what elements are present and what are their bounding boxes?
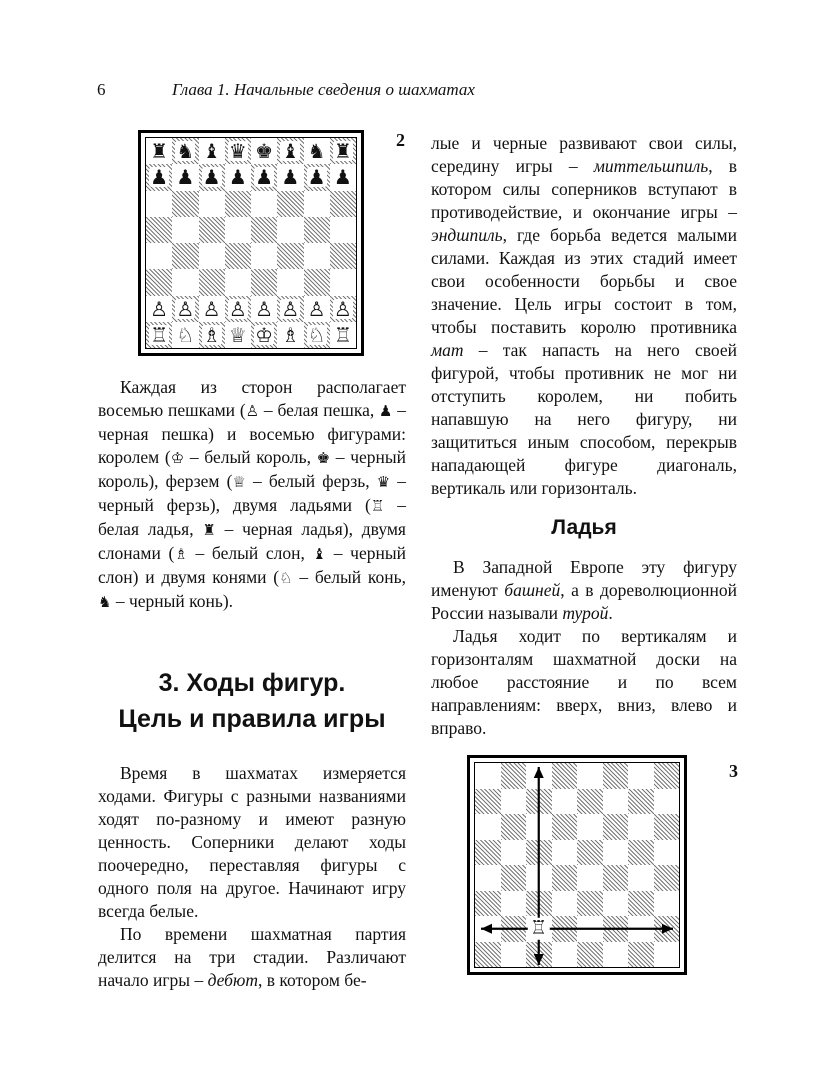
rook-move-arrows xyxy=(475,763,679,967)
chess-piece-icon: ♘ xyxy=(307,322,326,347)
board-square xyxy=(330,243,356,269)
text: – черная пешка) и восемью фигурами: королем ( xyxy=(98,400,407,467)
text: – белый король, xyxy=(184,447,317,467)
chess-piece-icon: ♕ xyxy=(228,322,247,347)
text: , где борьба ведется малыми силами. Каждая из этих стадий имеет свои особенности борьбы и свое значение. Цель игры состоит в том, чтобы поставить королю противника xyxy=(431,225,737,337)
text: По времени шахматная партия делится на три стадии. Различают начало игры – xyxy=(98,924,406,990)
board-square xyxy=(199,296,225,322)
board-square xyxy=(304,243,330,269)
white-knight-icon: ♘ xyxy=(279,569,293,587)
term-tura: турой xyxy=(562,603,609,623)
game-stages-text xyxy=(431,132,737,500)
board-square xyxy=(304,138,330,164)
board-square xyxy=(225,243,251,269)
board-square xyxy=(225,269,251,295)
text: В Западной Европе эту фигуру именуют xyxy=(431,557,737,600)
text: , а в дореволюционной России называли xyxy=(431,580,737,623)
pieces-description xyxy=(98,376,406,614)
board-square xyxy=(330,217,356,243)
board-square xyxy=(330,138,356,164)
chess-piece-icon: ♖ xyxy=(150,322,169,347)
black-knight-icon: ♞ xyxy=(98,593,112,611)
board-square xyxy=(199,243,225,269)
chess-piece-icon: ♘ xyxy=(176,322,195,347)
board-square xyxy=(172,191,198,217)
board-square xyxy=(172,269,198,295)
board-square xyxy=(251,322,277,348)
board-square xyxy=(251,164,277,190)
text: Каждая из сторон располагает восемью пешками ( xyxy=(98,377,406,420)
board-square xyxy=(225,322,251,348)
board-square xyxy=(304,217,330,243)
chess-piece-icon: ♙ xyxy=(176,296,195,321)
chess-piece-icon: ♙ xyxy=(281,296,300,321)
chess-piece-icon: ♗ xyxy=(202,322,221,347)
chessboard-initial-position xyxy=(138,130,364,356)
board-square xyxy=(330,164,356,190)
section-body xyxy=(98,762,406,992)
board-square xyxy=(172,243,198,269)
chess-piece-icon: ♞ xyxy=(307,139,326,164)
board-square xyxy=(199,138,225,164)
figure-3-number: 3 xyxy=(729,761,738,781)
paragraph: Ладья ходит по вертикалям и горизонталям шахматной доски на любое расстояние и по всем направлениям: вверх, вниз, влево и вправо. xyxy=(431,626,737,738)
board-square xyxy=(146,217,172,243)
board-square xyxy=(251,191,277,217)
black-pawn-icon: ♟ xyxy=(379,402,393,420)
board-square xyxy=(146,296,172,322)
text: – так напасть на него своей фигурой, чтобы противник не мог ни отступить королем, ни побить напавшую на него фигуру, ни защититься иным способом, перекрыв нападающей фигуре диагональ, вертикаль или горизонталь. xyxy=(431,340,737,498)
board-square xyxy=(199,217,225,243)
page-number: 6 xyxy=(97,80,106,99)
chess-piece-icon: ♙ xyxy=(255,296,274,321)
board-square xyxy=(277,296,303,322)
section-title xyxy=(98,665,406,737)
board-square xyxy=(225,138,251,164)
section-title-line1: 3. Ходы фигур. xyxy=(158,669,346,697)
white-rook-icon: ♖ xyxy=(530,917,548,940)
text: – черный король), ферзем ( xyxy=(98,447,406,491)
white-pawn-icon: ♙ xyxy=(245,402,260,420)
board-square xyxy=(172,296,198,322)
rook-text xyxy=(431,556,737,740)
arrow-left-head xyxy=(481,924,492,934)
black-king-icon: ♚ xyxy=(316,449,331,467)
chess-piece-icon: ♟ xyxy=(333,165,352,190)
board-square xyxy=(277,243,303,269)
board-square xyxy=(304,164,330,190)
figure-2-number: 2 xyxy=(396,130,405,150)
board-square xyxy=(172,217,198,243)
chess-piece-icon: ♝ xyxy=(202,139,221,164)
board-square xyxy=(251,269,277,295)
board-square xyxy=(277,191,303,217)
text: – черная ладья), двумя слонами ( xyxy=(98,519,406,563)
board-square xyxy=(251,138,277,164)
section-title-line2: Цель и правила игры xyxy=(118,705,386,733)
term-mate: мат xyxy=(431,340,464,360)
chess-piece-icon: ♚ xyxy=(255,139,274,164)
text: . xyxy=(608,603,613,623)
chess-piece-icon: ♙ xyxy=(228,296,247,321)
arrow-up-head xyxy=(534,767,544,778)
text: – белый конь, xyxy=(292,567,406,587)
board-square xyxy=(304,322,330,348)
board-square xyxy=(199,269,225,295)
chess-piece-icon: ♟ xyxy=(150,165,169,190)
board-square xyxy=(330,191,356,217)
board-square xyxy=(304,269,330,295)
term-tower: башней xyxy=(504,580,561,600)
white-queen-icon: ♕ xyxy=(232,473,246,491)
chess-piece-icon: ♟ xyxy=(307,165,326,190)
board-square xyxy=(277,138,303,164)
term-middlegame: миттельшпиль xyxy=(593,156,709,176)
chess-piece-icon: ♟ xyxy=(202,165,221,190)
black-bishop-icon: ♝ xyxy=(312,545,327,563)
chessboard-rook-moves xyxy=(467,755,687,975)
board-square xyxy=(225,191,251,217)
chess-piece-icon: ♟ xyxy=(228,165,247,190)
term-debut: дебют xyxy=(207,970,258,990)
chess-piece-icon: ♟ xyxy=(255,165,274,190)
chess-piece-icon: ♛ xyxy=(228,139,247,164)
board-square xyxy=(277,164,303,190)
board-square xyxy=(251,217,277,243)
board-square xyxy=(225,164,251,190)
text: – белый ферзь, xyxy=(245,471,377,491)
chess-piece-icon: ♙ xyxy=(333,296,352,321)
board-square xyxy=(277,217,303,243)
paragraph: Время в шахматах измеряется ходами. Фигуры с разными названиями ходят по-разному и имеют разную ценность. Соперники делают ходы поочередно, переставляя фигуры с одного поля на другое. Начинают игру всегда белые. xyxy=(98,763,406,921)
board-square xyxy=(251,243,277,269)
text: , в котором силы соперников вступают в противодействие, и окончание игры – xyxy=(431,156,737,222)
paragraph xyxy=(98,923,406,992)
chess-piece-icon: ♔ xyxy=(255,322,274,347)
board-square xyxy=(199,191,225,217)
chess-piece-icon: ♜ xyxy=(333,139,352,164)
board-square xyxy=(146,243,172,269)
board-square xyxy=(146,138,172,164)
paragraph xyxy=(431,556,737,625)
chess-piece-icon: ♙ xyxy=(202,296,221,321)
chess-piece-icon: ♗ xyxy=(281,322,300,347)
paragraph xyxy=(431,132,737,500)
chess-piece-icon: ♜ xyxy=(150,139,169,164)
board-square xyxy=(146,164,172,190)
board-square xyxy=(172,164,198,190)
text: – черный конь). xyxy=(111,591,234,611)
board-square xyxy=(330,296,356,322)
arrow-down-head xyxy=(534,954,544,965)
text: – белая ладья, xyxy=(98,495,406,539)
board-square xyxy=(304,191,330,217)
arrow-right-head xyxy=(662,924,673,934)
chess-piece-icon: ♖ xyxy=(333,322,352,347)
board-square xyxy=(277,269,303,295)
white-rook-icon: ♖ xyxy=(370,497,385,515)
board-square xyxy=(199,322,225,348)
board-grid xyxy=(146,138,356,348)
chess-piece-icon: ♟ xyxy=(281,165,300,190)
board-square xyxy=(172,138,198,164)
black-queen-icon: ♛ xyxy=(376,473,391,491)
board-square xyxy=(199,164,225,190)
white-king-icon: ♔ xyxy=(170,449,185,467)
text: – черный ферзь), двумя ладьями ( xyxy=(98,471,407,515)
board-square xyxy=(146,269,172,295)
board-square xyxy=(146,322,172,348)
chess-piece-icon: ♟ xyxy=(176,165,195,190)
text: лые и черные развивают свои силы, середину игры – xyxy=(431,133,737,176)
chess-piece-icon: ♙ xyxy=(307,296,326,321)
board-square xyxy=(251,296,277,322)
rook-heading: Ладья xyxy=(551,516,617,539)
text: – черный слон) и двумя конями ( xyxy=(98,543,406,587)
black-rook-icon: ♜ xyxy=(202,521,216,539)
board-square xyxy=(225,217,251,243)
board-square xyxy=(330,269,356,295)
chess-piece-icon: ♙ xyxy=(150,296,169,321)
text: – белый слон, xyxy=(187,543,313,563)
chess-piece-icon: ♝ xyxy=(281,139,300,164)
white-bishop-icon: ♗ xyxy=(174,545,188,563)
board-square xyxy=(330,322,356,348)
board-square xyxy=(277,322,303,348)
board-square xyxy=(225,296,251,322)
board-square xyxy=(304,296,330,322)
chapter-title: Глава 1. Начальные сведения о шахматах xyxy=(172,80,475,99)
term-endgame: эндшпиль xyxy=(431,225,503,245)
text: , в котором бе- xyxy=(257,970,367,990)
pieces-paragraph xyxy=(98,376,406,614)
chess-piece-icon: ♞ xyxy=(176,139,195,164)
board-square xyxy=(146,191,172,217)
text: – белая пешка, xyxy=(259,400,380,420)
board-square xyxy=(172,322,198,348)
